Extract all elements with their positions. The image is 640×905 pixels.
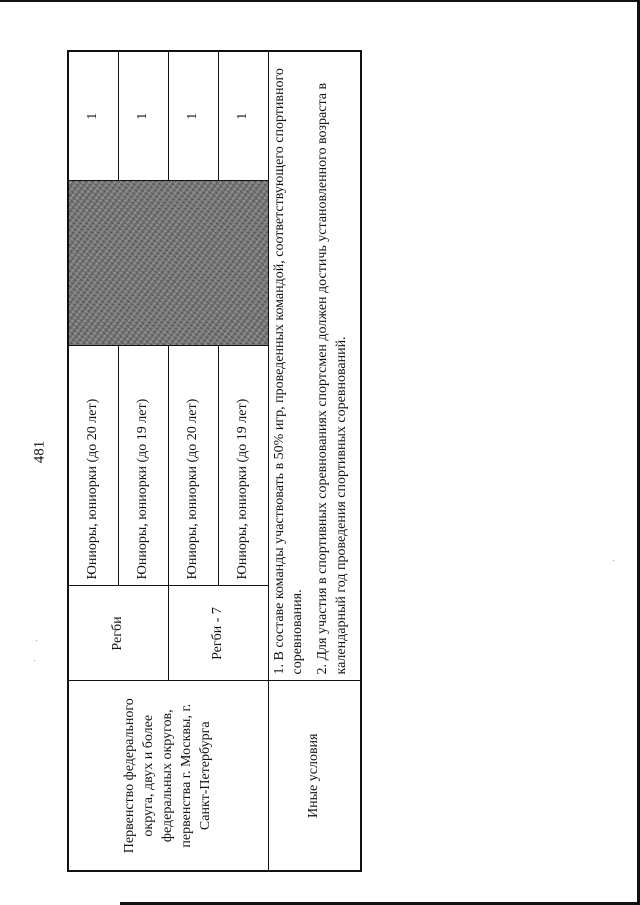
other-conditions-label: Иные условия <box>268 681 361 871</box>
age-group-cell: Юниоры, юниорки (до 19 лет) <box>118 346 168 586</box>
value-cell: 1 <box>218 51 268 181</box>
landscape-sheet <box>67 52 350 872</box>
page-number: 481 <box>31 440 48 464</box>
value-cell: 1 <box>68 51 118 181</box>
age-group-cell: Юниоры, юниорки (до 19 лет) <box>218 346 268 586</box>
competition-label: Первенство федерального округа, двух и более федеральных округов, первенства г. Москвы, г. Санкт-Петербурга <box>68 681 268 871</box>
age-group-cell: Юниоры, юниорки (до 20 лет) <box>168 346 218 586</box>
qualification-table <box>67 50 362 872</box>
age-group-cell: Юниоры, юниорки (до 20 лет) <box>68 346 118 586</box>
note-item: 1. В составе команды участвовать в 50% игр, проведенных командой, соответствующего спортивного соревнования. <box>271 68 306 675</box>
shaded-cell <box>68 181 268 346</box>
value-cell: 1 <box>118 51 168 181</box>
scan-speck <box>36 640 37 641</box>
other-conditions-notes <box>268 51 361 681</box>
scan-frame-top <box>0 0 640 2</box>
scan-speck <box>613 560 614 561</box>
value-cell: 1 <box>168 51 218 181</box>
scan-speck <box>34 660 35 661</box>
note-item: 2. Для участия в спортивных соревнованиях спортсмен должен достичь установленного возраста в календарный год проведения спортивных соревнований. <box>315 82 350 675</box>
rotated-page <box>67 52 350 872</box>
discipline-rugby: Регби <box>68 586 168 681</box>
discipline-rugby-7: Регби - 7 <box>168 586 268 681</box>
